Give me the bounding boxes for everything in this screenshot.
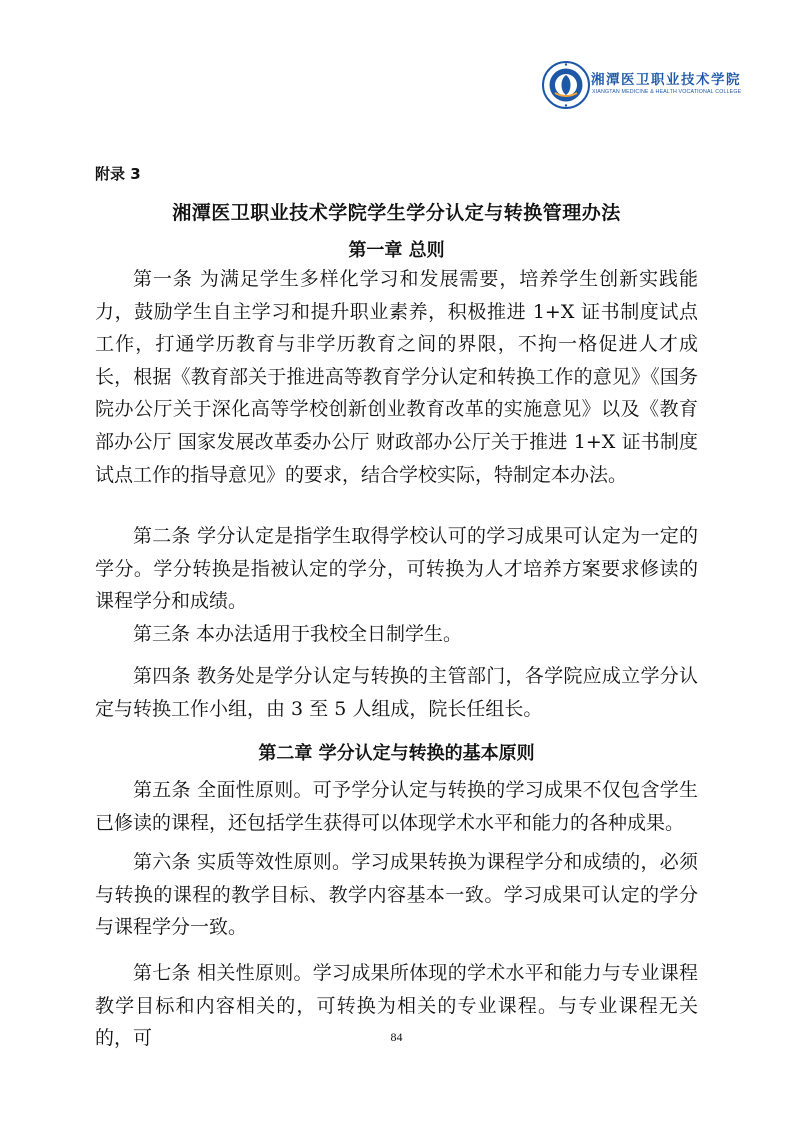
document-title: 湘潭医卫职业技术学院学生学分认定与转换管理办法 bbox=[172, 202, 621, 224]
article-1: 第一条 为满足学生多样化学习和发展需要，培养学生创新实践能力，鼓励学生自主学习和提升职业素养，积极推进 1+X 证书制度试点工作，打通学历教育与非学历教育之间的界限，不拘一格促进人才成长，根据《教育部关于推进高等教育学分认定和转换工作的意见》《国务院办公厅关于深化高等学校创新创业教育改革的实施意见》以及《教育部办公厅 国家发展改革委办公厅 财政部办公厅关于推进 1+X 证书制度试点工作的指导意见》的要求，结合学校实际，特制定本办法。 bbox=[95, 268, 698, 486]
article-4: 第四条 教务处是学分认定与转换的主管部门，各学院应成立学分认定与转换工作小组，由 3 至 5 人组成，院长任组长。 bbox=[95, 665, 698, 720]
college-name-lettering: 湘潭医卫职业技术学院 bbox=[591, 72, 741, 88]
college-seal-icon bbox=[541, 60, 591, 110]
article-6: 第六条 实质等效性原则。学习成果转换为课程学分和成绩的，必须与转换的课程的教学目标、教学内容基本一致。学习成果可认定的学分与课程学分一致。 bbox=[95, 851, 698, 939]
chapter-1-title: 第一章 总则 bbox=[348, 240, 445, 261]
appendix-label: 附录 3 bbox=[95, 165, 141, 183]
college-english-name: XIANGTAN MEDICINE & HEALTH VOCATIONAL COLLEGE bbox=[592, 89, 742, 95]
page-number: 84 bbox=[390, 1030, 403, 1044]
article-7: 第七条 相关性原则。学习成果所体现的学术水平和能力与专业课程教学目标和内容相关的，可转换为相关的专业课程。与专业课程无关的，可 bbox=[95, 962, 698, 1050]
article-3: 第三条 本办法适用于我校全日制学生。 bbox=[133, 623, 463, 645]
college-logo bbox=[541, 58, 741, 114]
article-2: 第二条 学分认定是指学生取得学校认可的学习成果可认定为一定的学分。学分转换是指被认定的学分，可转换为人才培养方案要求修读的课程学分和成绩。 bbox=[95, 525, 698, 613]
chapter-2-title: 第二章 学分认定与转换的基本原则 bbox=[258, 743, 535, 764]
article-5: 第五条 全面性原则。可予学分认定与转换的学习成果不仅包含学生已修读的课程，还包括学生获得可以体现学术水平和能力的各种成果。 bbox=[95, 779, 698, 834]
